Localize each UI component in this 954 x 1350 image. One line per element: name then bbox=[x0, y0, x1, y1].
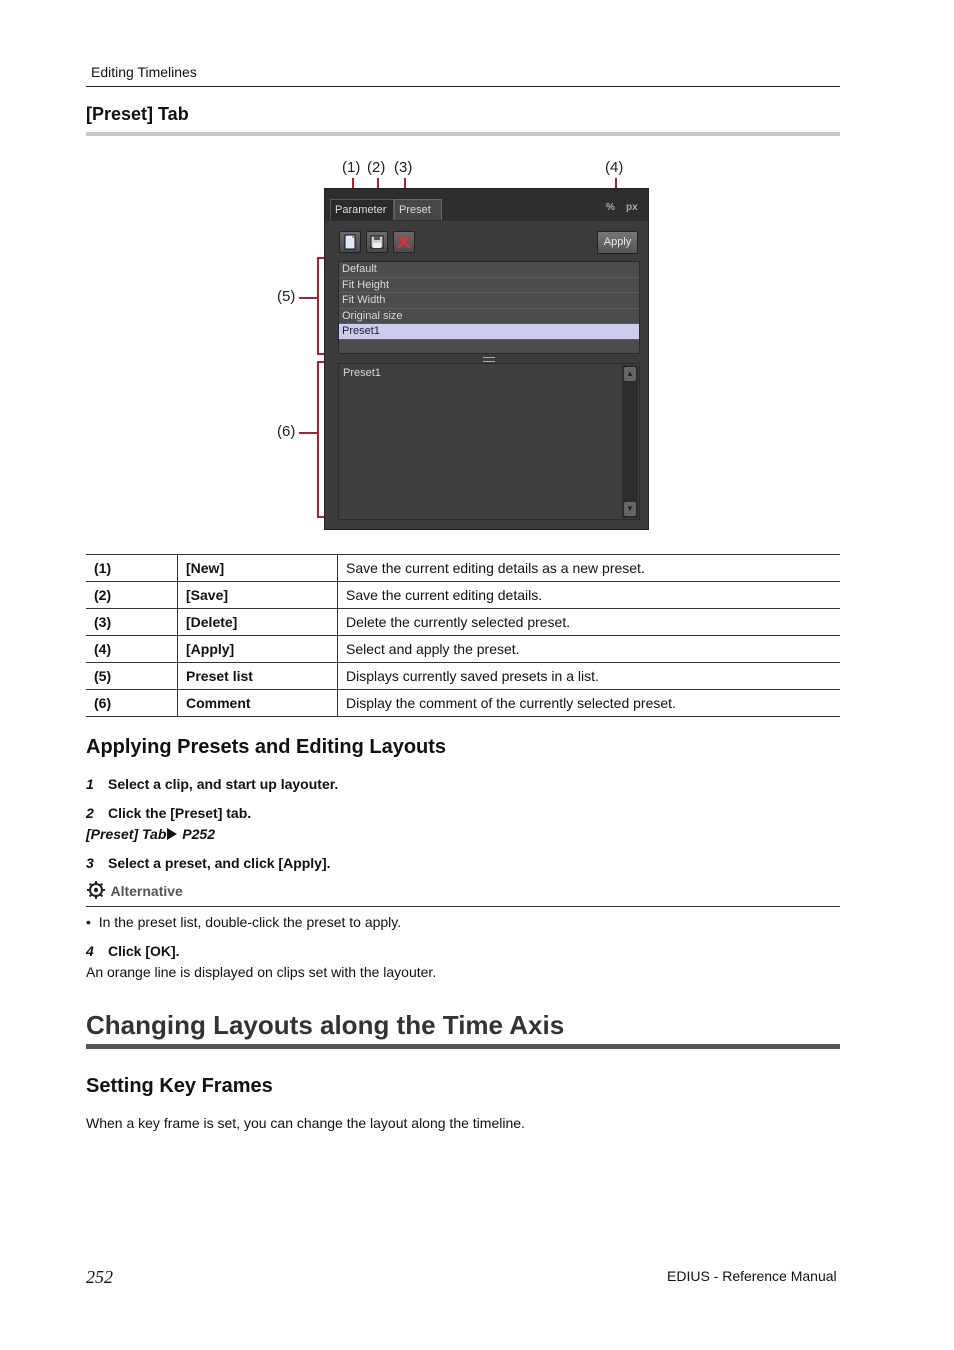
table-cell-name: Preset list bbox=[178, 663, 338, 690]
step-4 bbox=[86, 943, 180, 959]
table-cell-num: (4) bbox=[86, 636, 178, 663]
table-row bbox=[86, 690, 840, 717]
tab-parameter[interactable]: Parameter bbox=[330, 199, 394, 220]
step-text: Select a preset, and click [Apply]. bbox=[108, 855, 331, 871]
preset-tab-screenshot bbox=[324, 188, 649, 530]
list-item[interactable]: Original size bbox=[339, 309, 639, 325]
step-number: 4 bbox=[86, 943, 94, 959]
table-cell-name: [Save] bbox=[178, 582, 338, 609]
step-text: Click the [Preset] tab. bbox=[108, 805, 252, 821]
list-item-selected[interactable]: Preset1 bbox=[339, 324, 639, 340]
step-number: 1 bbox=[86, 776, 94, 792]
bracket-5-vertical bbox=[317, 257, 319, 355]
preset-list[interactable] bbox=[338, 261, 640, 354]
comment-text: Preset1 bbox=[343, 367, 381, 379]
scroll-down-icon[interactable]: ▼ bbox=[624, 502, 636, 516]
gear-icon bbox=[86, 880, 106, 900]
comment-scrollbar[interactable] bbox=[622, 365, 638, 518]
alternative-rule bbox=[86, 906, 840, 907]
percent-icon[interactable]: % bbox=[606, 202, 615, 213]
key-frames-text: When a key frame is set, you can change the layout along the timeline. bbox=[86, 1115, 525, 1131]
alternative-bullet bbox=[86, 914, 401, 930]
section-heading-applying: Applying Presets and Editing Layouts bbox=[86, 736, 447, 758]
xref-label: [Preset] Tab bbox=[86, 826, 167, 842]
alternative-note-header bbox=[86, 880, 183, 901]
save-preset-button[interactable] bbox=[366, 231, 388, 253]
callout-4: (4) bbox=[605, 159, 624, 176]
tab-strip bbox=[325, 189, 648, 221]
chapter-rule bbox=[86, 1044, 840, 1049]
table-cell-num: (3) bbox=[86, 609, 178, 636]
pixel-icon[interactable]: px bbox=[626, 202, 638, 213]
list-item[interactable]: Fit Height bbox=[339, 278, 639, 294]
splitter-handle[interactable] bbox=[483, 357, 495, 362]
table-cell-desc: Save the current editing details as a new preset. bbox=[338, 555, 841, 582]
callout-3: (3) bbox=[394, 159, 413, 176]
delete-preset-button[interactable] bbox=[393, 231, 415, 253]
step-text: Click [OK]. bbox=[108, 943, 180, 959]
table-cell-desc: Save the current editing details. bbox=[338, 582, 841, 609]
step-4-result: An orange line is displayed on clips set with the layouter. bbox=[86, 964, 437, 980]
section-heading-preset-tab: [Preset] Tab bbox=[86, 104, 189, 124]
callout-6: (6) bbox=[277, 423, 296, 440]
table-cell-num: (2) bbox=[86, 582, 178, 609]
step-2 bbox=[86, 805, 251, 821]
table-row bbox=[86, 582, 840, 609]
section-heading-key-frames: Setting Key Frames bbox=[86, 1075, 273, 1097]
table-cell-name: [Apply] bbox=[178, 636, 338, 663]
table-cell-num: (1) bbox=[86, 555, 178, 582]
save-icon bbox=[367, 232, 387, 252]
header-rule bbox=[86, 86, 840, 87]
callout-1: (1) bbox=[342, 159, 361, 176]
delete-icon bbox=[394, 232, 414, 252]
new-icon bbox=[340, 232, 360, 252]
xref-page: P252 bbox=[178, 826, 215, 842]
new-preset-button[interactable] bbox=[339, 231, 361, 253]
table-cell-num: (5) bbox=[86, 663, 178, 690]
table-row bbox=[86, 663, 840, 690]
alternative-label: Alternative bbox=[110, 883, 183, 899]
table-cell-desc: Display the comment of the currently selected preset. bbox=[338, 690, 841, 717]
section-rule bbox=[86, 132, 840, 136]
step-1 bbox=[86, 776, 338, 792]
list-item[interactable]: Fit Width bbox=[339, 293, 639, 309]
cross-reference-link[interactable] bbox=[86, 826, 215, 842]
table-cell-desc: Delete the currently selected preset. bbox=[338, 609, 841, 636]
page-number: 252 bbox=[86, 1267, 113, 1287]
comment-box[interactable] bbox=[338, 363, 640, 520]
callout-2: (2) bbox=[367, 159, 386, 176]
bullet-text: In the preset list, double-click the preset to apply. bbox=[98, 914, 402, 930]
list-item[interactable]: Default bbox=[339, 262, 639, 278]
step-number: 3 bbox=[86, 855, 94, 871]
manual-title: EDIUS - Reference Manual bbox=[667, 1268, 837, 1284]
running-header: Editing Timelines bbox=[91, 64, 197, 80]
table-row bbox=[86, 609, 840, 636]
table-cell-name: Comment bbox=[178, 690, 338, 717]
step-text: Select a clip, and start up layouter. bbox=[108, 776, 339, 792]
definitions-table bbox=[86, 554, 840, 717]
bullet-icon: • bbox=[86, 914, 99, 930]
leader-line-5 bbox=[299, 297, 317, 299]
scroll-up-icon[interactable]: ▲ bbox=[624, 367, 636, 381]
arrow-right-icon bbox=[166, 827, 178, 841]
leader-line-6 bbox=[299, 432, 317, 434]
step-number: 2 bbox=[86, 805, 94, 821]
apply-button[interactable]: Apply bbox=[597, 231, 638, 254]
table-row bbox=[86, 555, 840, 582]
chapter-heading-changing-layouts: Changing Layouts along the Time Axis bbox=[86, 1010, 565, 1040]
table-row bbox=[86, 636, 840, 663]
tab-preset[interactable]: Preset bbox=[394, 199, 442, 220]
table-cell-desc: Displays currently saved presets in a list. bbox=[338, 663, 841, 690]
bracket-6-vertical bbox=[317, 361, 319, 518]
step-3 bbox=[86, 855, 331, 871]
callout-5: (5) bbox=[277, 288, 296, 305]
table-cell-name: [New] bbox=[178, 555, 338, 582]
table-cell-num: (6) bbox=[86, 690, 178, 717]
table-cell-desc: Select and apply the preset. bbox=[338, 636, 841, 663]
table-cell-name: [Delete] bbox=[178, 609, 338, 636]
